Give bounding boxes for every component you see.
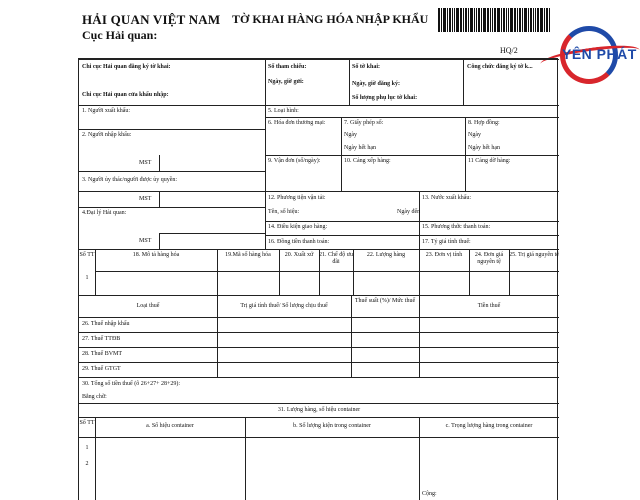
form-rule [79,129,265,130]
form-rule [79,362,559,363]
gate-office-label: Chi cục Hải quan cửa khẩu nhập: [82,92,169,98]
form-rule [79,317,559,318]
total-tax-label: 30. Tổng số tiền thuế (ô 26+27+ 28+29): [82,381,181,387]
appendix-count-label: Số lượng phụ lục tờ khai: [352,95,418,101]
form-rule [95,271,559,272]
export-country-label: 13. Nước xuất khẩu: [422,195,472,201]
payment-currency-label: 16. Đồng tiền thanh toán: [268,239,330,245]
amount-in-words-label: Bằng chữ: [82,394,107,400]
exchange-rate-label: 17. Tỷ giá tính thuế: [422,239,471,245]
permit-date-label: Ngày [344,132,357,138]
form-rule [79,105,559,106]
tax-column-header: Loại thuế [136,303,160,309]
goods-column-header: 21. Chế độ ưu đãi [319,252,353,265]
tax-column-header: Trị giá tính thuế/ Số lượng chịu thuế [240,303,328,309]
form-rule [351,295,352,377]
customs-office-label: Cục Hải quan: [82,28,158,42]
form-rule [265,191,559,192]
form-rule [79,417,559,418]
form-rule [159,191,160,207]
form-rule [463,59,464,105]
contract-date-label: Ngày [468,132,481,138]
container-column-header: b. Số lượng kiện trong container [293,423,371,429]
form-rule [159,155,160,171]
permit-expiry-label: Ngày hết hạn [344,145,376,151]
container-column-header: Số TT [79,420,95,426]
goods-column-header: 24. Đơn giá nguyên tệ [474,252,504,265]
goods-row-number: 1 [85,275,89,281]
form-rule [265,221,559,222]
sent-datetime-label: Ngày, giờ gửi: [268,79,304,85]
permit-number-label: 7. Giấy phép số: [344,120,384,126]
tax-row-label: 29. Thuế GTGT [82,366,121,372]
transport-means-label: 12. Phương tiện vận tải: [268,195,326,201]
declaration-type-label: 5. Loại hình: [268,108,299,114]
contract-expiry-label: Ngày hết hạn [468,145,500,151]
container-column-header: c. Trọng lượng hàng trong container [445,423,533,429]
customs-agency-name: HẢI QUAN VIỆT NAM [82,12,221,27]
form-rule [79,207,265,208]
declaration-form [78,58,558,500]
tax-column-header: Tiền thuế [477,303,501,309]
loading-port-label: 10. Cảng xếp hàng: [344,158,391,164]
form-rule [79,171,265,172]
importer-tax-id-label: MST [139,160,152,166]
logo-text: YÊN PHÁT [562,46,637,62]
document-title: TỜ KHAI HÀNG HÓA NHẬP KHẨU [232,12,429,26]
form-rule [349,59,350,105]
form-rule [265,235,559,236]
goods-column-header: 22. Lượng hàng [366,252,406,258]
importer-label: 2. Người nhập khẩu: [82,132,132,138]
trustor-label: 3. Người ủy thác/người được ủy quyền: [82,177,178,183]
vessel-name-label: Tên, số hiệu: [268,209,300,215]
form-rule [265,59,266,249]
goods-column-header: 23. Đơn vị tính [425,252,463,258]
contract-label: 8. Hợp đồng: [468,120,500,126]
form-rule [79,59,559,60]
tax-row-label: 26. Thuế nhập khẩu [82,321,130,327]
form-rule [79,347,559,348]
form-rule [159,233,160,249]
goods-column-header: 20. Xuất xứ [284,252,314,258]
form-rule [79,403,559,404]
arrival-date-label: Ngày đến [397,209,421,215]
form-rule [79,191,265,192]
container-sum-label: Cộng: [422,491,437,497]
customs-agent-label: 4.Đại lý Hải quan: [82,210,127,216]
exporter-label: 1. Người xuất khẩu: [82,108,131,114]
goods-column-header: 25. Trị giá nguyên tệ [509,252,559,258]
form-code: HQ/2 [500,46,518,55]
goods-column-header: 19.Mã số hàng hóa [225,252,271,258]
form-rule [265,117,559,118]
form-rule [79,332,559,333]
commercial-invoice-label: 6. Hóa đơn thương mại: [268,120,326,126]
trustor-tax-id-label: MST [139,196,152,202]
container-row-number: 1 [85,445,89,451]
form-rule [159,233,265,234]
registered-datetime-label: Ngày, giờ đăng ký: [352,81,400,87]
container-row-number: 2 [85,461,89,467]
unloading-port-label: 11 Cảng dỡ hàng: [468,158,511,164]
form-rule [419,191,420,249]
form-rule [265,155,559,156]
form-rule [465,117,466,191]
containers-section-title: 31. Lượng hàng, số hiệu container [277,407,361,413]
declaration-number-label: Số tờ khai: [352,64,380,70]
agent-tax-id-label: MST [139,238,152,244]
payment-method-label: 15. Phương thức thanh toán: [422,224,491,230]
bill-of-lading-label: 9. Vận đơn (số/ngày): [268,158,321,164]
container-column-header: a. Số hiệu container [146,423,194,429]
form-rule [341,117,342,191]
tax-row-label: 28. Thuế BVMT [82,351,123,357]
registering-officer-label: Công chức đăng ký tờ k... [467,64,533,70]
form-rule [79,377,559,378]
goods-column-header: Số TT [79,252,95,258]
form-rule [79,437,559,438]
tax-column-header: Thuế suất (%)/ Mức thuế [354,298,416,304]
delivery-terms-label: 14. Điều kiện giao hàng: [268,224,328,230]
goods-column-header: 18. Mô tả hàng hóa [132,252,180,258]
registration-office-label: Chi cục Hải quan đăng ký tờ khai: [82,64,171,70]
form-rule [79,295,559,296]
tax-row-label: 27. Thuế TTĐB [82,336,121,342]
reference-number-label: Số tham chiếu: [268,64,307,70]
